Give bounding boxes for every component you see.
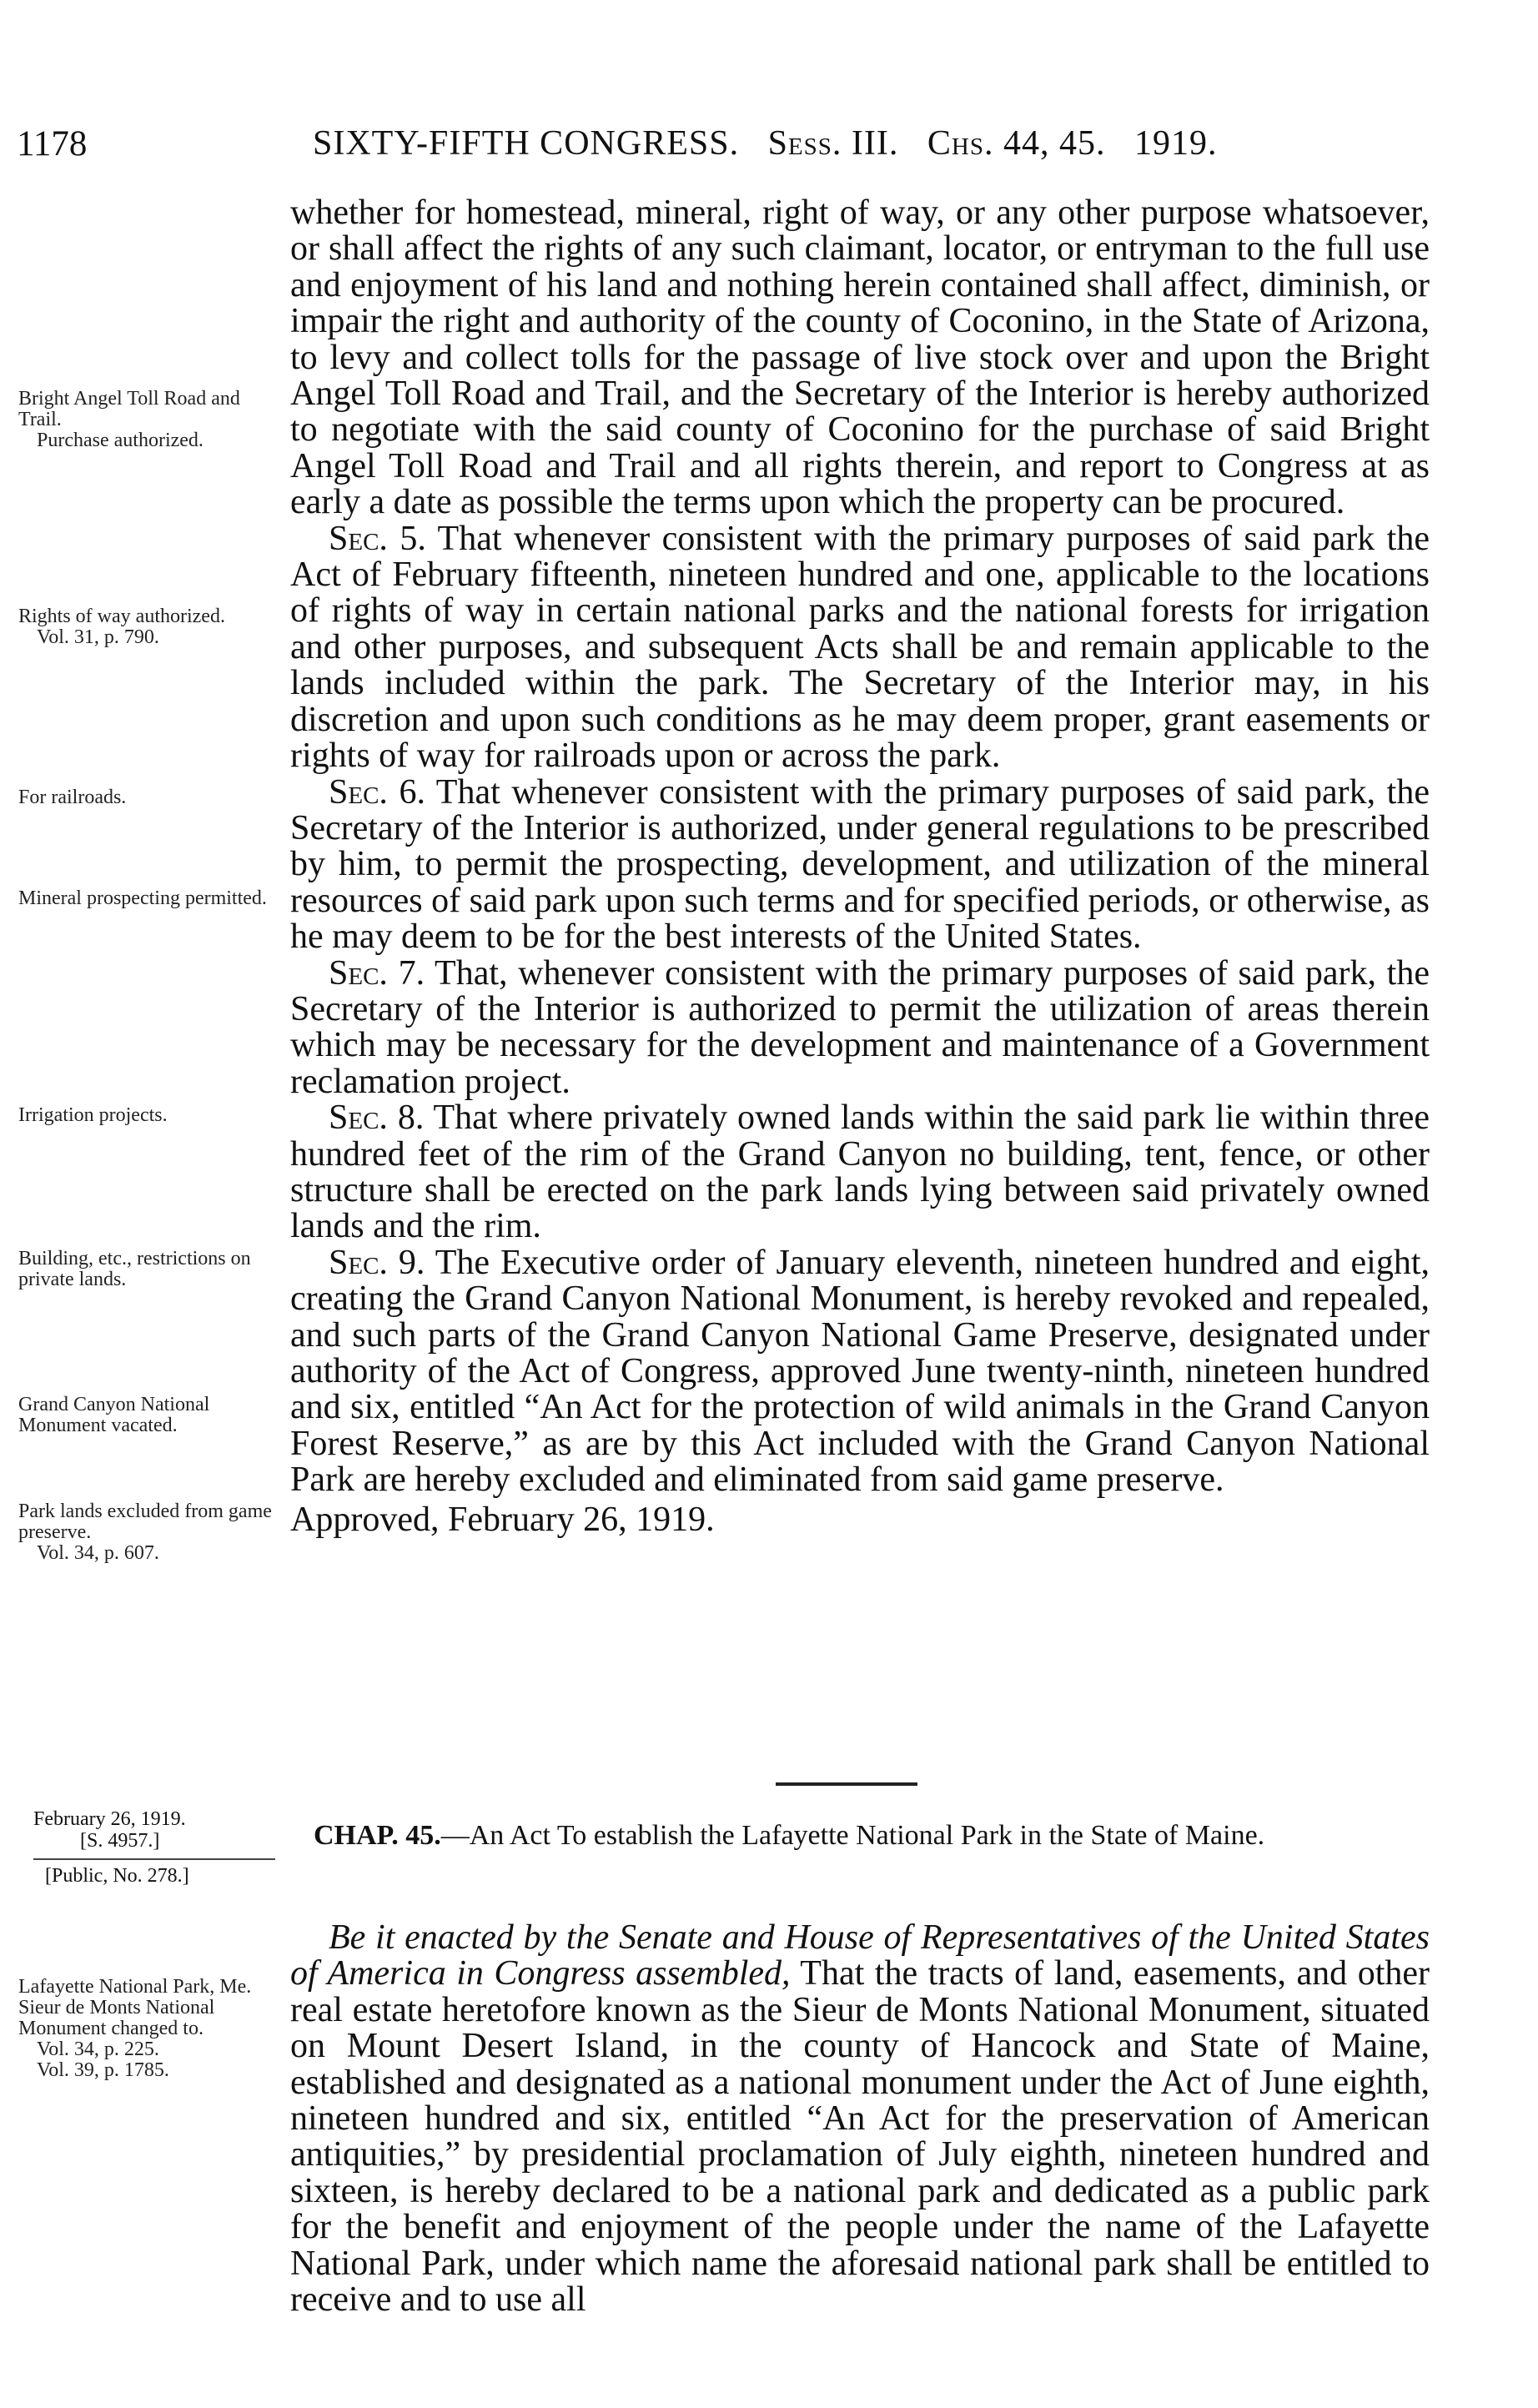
section-text: That whenever consistent with the primary purposes of said park the Act of February fifteenth, nineteen hundred and one, applicable to the locations of rights of way in certain national parks and the national forests for irrigation and other purposes, and subsequent Acts shall be and remain applicable to the lands included within the park. The Secretary of the Interior may, in his discretion and upon such conditions as he may deem proper, grant easements or rights of way for railroads upon or across the park. <box>290 519 1430 776</box>
margin-note-line: Mineral prospecting permitted. <box>18 887 267 909</box>
margin-note-line: Purchase authorized. <box>37 430 204 451</box>
main-text <box>290 195 1430 1538</box>
margin-note-rights-of-way <box>18 606 277 648</box>
margin-note-irrigation <box>18 1105 277 1126</box>
margin-note-lafayette <box>18 1977 277 2081</box>
approval-line: Approved, February 26, 1919. <box>290 1500 715 1539</box>
congress-name: SIXTY-FIFTH CONGRESS. <box>313 124 740 163</box>
enacting-paragraph <box>290 1920 1430 2318</box>
section-label: Sec. 7. <box>329 953 425 993</box>
bill-number: [S. 4957.] <box>80 1830 160 1852</box>
margin-note-monument <box>18 1395 277 1436</box>
margin-note-ref: Vol. 34, p. 225. <box>37 2039 159 2060</box>
section-text: That whenever consistent with the primary purposes of said park, the Secretary of the Interior is authorized, under general regulations to be prescribed by him, to permit the prospecting, development, and utilization of the mineral resources of said park upon such terms and for specified periods, or otherwise, as he may deem to be for the best interests of the United States. <box>290 772 1430 957</box>
section-label: Sec. 8. <box>329 1098 425 1138</box>
enacting-clause: Be it enacted by the Senate and House of Representatives of the United States of America in Congress assembled, <box>290 1918 1430 1993</box>
chapter-title: —An Act To establish the Lafayette National Park in the State of Maine. <box>440 1820 1265 1851</box>
margin-note-railroads <box>18 787 277 808</box>
margin-note-game-preserve <box>18 1501 277 1564</box>
section-text: That, whenever consistent with the primary purposes of said park, the Secretary of the Interior is authorized to permit the utilization of areas therein which may be necessary for the development and maintenance of a Government reclamation project. <box>290 953 1430 1101</box>
section-7 <box>290 953 1430 1101</box>
chapter-side-info <box>33 1808 284 1887</box>
margin-note-line: Rights of way authorized. <box>18 606 225 627</box>
section-label: Sec. 9. <box>329 1243 425 1282</box>
side-rule <box>33 1858 275 1860</box>
margin-note-line: Irrigation projects. <box>18 1104 168 1126</box>
paragraph: whether for homestead, mineral, right of way, or any other purpose whatsoever, or shall affect the rights of any such claimant, locator, or entryman to the full use and enjoyment of his land and nothing herein contained shall affect, diminish, or impair the right and authority of the county of Coconino, in the State of Arizona, to levy and collect tolls for the passage of live stock over and upon the Bright Angel Toll Road and Trail, and the Secretary of the Interior is hereby authorized to negotiate with the said county of Coconino for the purchase of said Bright Angel Toll Road and Trail and all rights therein, and report to Congress at as early a date as possible the terms upon which the property can be procured. <box>290 194 1430 522</box>
section-5 <box>290 521 1430 775</box>
section-label: Sec. 6. <box>329 772 425 812</box>
section-text: That where privately owned lands within the said park lie within three hundred feet of the rim of the Grand Canyon no building, tent, fence, or other structure shall be erected on the park lands lying between said privately owned lands and the rim. <box>290 1098 1430 1246</box>
chapter-body <box>290 1920 1430 2318</box>
margin-note-line: For railroads. <box>18 787 127 808</box>
running-header <box>0 123 1538 173</box>
margin-note-ref: Vol. 39, p. 1785. <box>37 2059 169 2081</box>
section-text: The Executive order of January eleventh, nineteen hundred and eight, creating the Grand Canyon National Monument, is hereby revoked and repealed, and such parts of the Grand Canyon National Game Preserve, designated under authority of the Act of Congress, approved June twenty-ninth, nineteen hundred and six, entitled “An Act for the protection of wild animals in the Grand Canyon Forest Reserve,” as are by this Act included with the Grand Canyon National Park are hereby excluded and eliminated from said game preserve. <box>290 1243 1430 1500</box>
public-law-number: [Public, No. 278.] <box>45 1865 189 1887</box>
year-label: 1919. <box>1133 124 1218 163</box>
section-9 <box>290 1245 1430 1499</box>
chapter-heading <box>314 1820 1431 1852</box>
section-6 <box>290 772 1430 957</box>
margin-note-line: Lafayette National Park, Me. <box>18 1976 252 1998</box>
margin-note-bright-angel <box>18 389 277 451</box>
margin-note-line: Bright Angel Toll Road and Trail. <box>18 388 240 430</box>
margin-note-ref: Vol. 34, p. 607. <box>37 1542 159 1564</box>
running-head-title <box>313 123 1217 163</box>
section-label: Sec. 5. <box>329 519 426 558</box>
chapter-text: That the tracts of land, easements, and other real estate heretofore known as the Sieur de Monts National Monument, situated on Mount Desert Island, in the county of Hancock and State of Maine, established and designated as a national monument under the Act of June eighth, nineteen hundred and six, entitled “An Act for the preservation of American antiquities,” by presidential proclamation of July eighth, nineteen hundred and sixteen, is hereby declared to be a national park and dedicated as a public park for the benefit and enjoyment of the people under the name of the Lafayette National Park, under which name the aforesaid national park shall be entitled to receive and to use all <box>290 1954 1430 2320</box>
chapter-date: February 26, 1919. <box>33 1808 186 1830</box>
margin-note-building <box>18 1249 277 1290</box>
margin-note-ref: Vol. 31, p. 790. <box>37 626 159 648</box>
chapter-divider <box>776 1782 917 1786</box>
page-number: 1178 <box>17 124 88 163</box>
margin-note-line: Park lands excluded from game preserve. <box>18 1501 272 1543</box>
chapter-label: CHAP. 45. <box>314 1820 441 1851</box>
margin-note-line: Building, etc., restrictions on private lands. <box>18 1248 251 1290</box>
margin-note-line: Grand Canyon National Monument vacated. <box>18 1394 210 1436</box>
margin-note-line: Sieur de Monts National Monument changed to. <box>18 1997 215 2039</box>
chapters-label: Chs. 44, 45. <box>927 124 1106 163</box>
margin-note-mineral <box>18 888 277 909</box>
section-8 <box>290 1100 1430 1245</box>
session-label: Sess. III. <box>767 124 899 163</box>
